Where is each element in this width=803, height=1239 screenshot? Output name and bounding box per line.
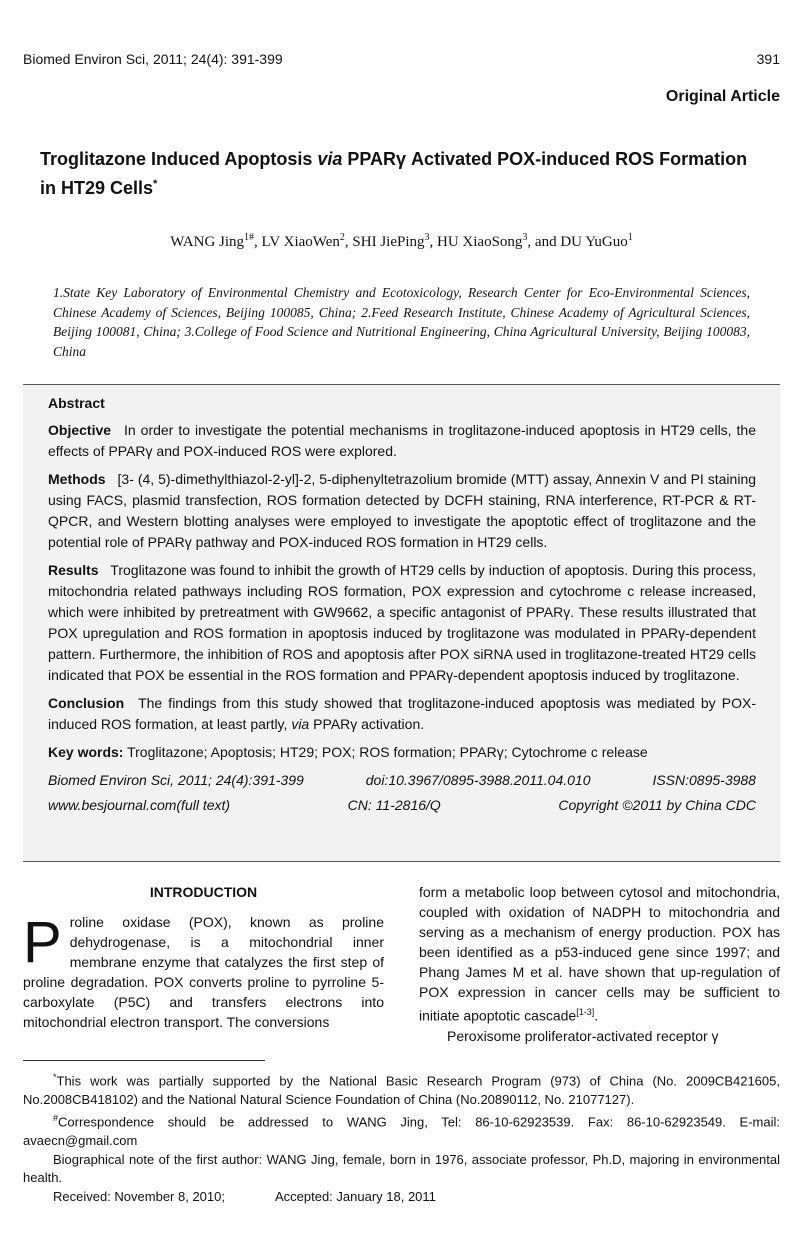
cn-number: CN: 11-2816/Q (347, 797, 441, 813)
author: LV XiaoWen$^2$, (261, 232, 353, 250)
methods-label: Methods (48, 471, 106, 487)
correspondence-footnote: #Correspondence should be addressed to WANG Jing, Tel: 86-10-62923539. Fax: 86-10-62923549. E-mail: avaecn@gmail.com (23, 1113, 780, 1149)
funding-footnote: *This work was partially supported by the National Basic Research Program (973) of China (No. 2009CB421605, No.2008CB418102) and the National Natural Science Foundation of China (No.20890112, No. 21077127). (23, 1072, 780, 1107)
author: SHI JiePing$^3$, (352, 232, 437, 250)
keywords: Key words: Troglitazone; Apoptosis; HT29; POX; ROS formation; PPARγ; Cytochrome c release (48, 744, 648, 760)
citation-row (48, 770, 756, 791)
copyright: Copyright ©2011 by China CDC (558, 797, 756, 813)
dates-row (23, 1188, 780, 1207)
introduction-heading: INTRODUCTION (149, 884, 258, 900)
publication-info-row (48, 795, 756, 816)
footnote-rule (23, 1060, 265, 1061)
objective-label: Objective (48, 422, 112, 438)
journal-website: www.besjournal.com(full text) (48, 797, 231, 813)
abstract-conclusion: Conclusion The findings from this study showed that troglitazone-induced apoptosis was mediated by POX-induced ROS formation, at least partly, via PPARγ activation. (48, 695, 756, 732)
keywords-label: Key words: (48, 744, 124, 760)
reference-marker: [1-3] (576, 1007, 595, 1017)
abstract-heading: Abstract (48, 395, 105, 411)
abstract-content (48, 393, 756, 816)
pparg-paragraph: Peroxisome proliferator-activated receptor γ (447, 1027, 719, 1044)
article-type: Original Article (665, 88, 780, 105)
results-label: Results (48, 562, 99, 578)
left-column (23, 882, 384, 1032)
journal-reference: Biomed Environ Sci, 2011; 24(4): 391-399 (23, 51, 283, 67)
received-date: Received: November 8, 2010; (53, 1188, 225, 1204)
issn: ISSN:0895-3988 (652, 772, 756, 788)
introduction-continued: form a metabolic loop between cytosol and mitochondria, coupled with oxidation of NADPH to mitochondria and serving as a mechanism of energy production. POX has been identified as a p53-induced gene since 1997; and Phang James M et al. have shown that up-regulation of POX expression in cancer cells may be sufficient to initiate apoptotic cascade[1-3]. (419, 884, 780, 1024)
title-part-3: PPARγ Activated POX-induced ROS Formation in HT29 Cells (40, 149, 748, 198)
abstract-box (23, 384, 780, 862)
page-number: 391 (756, 51, 780, 67)
footnotes (23, 1068, 780, 1206)
author: HU XiaoSong$^3$, and (437, 232, 561, 250)
title-footnote-mark: * (153, 178, 158, 190)
citation: Biomed Environ Sci, 2011; 24(4):391-399 (48, 772, 304, 788)
title-italic: via (317, 149, 343, 169)
doi: doi:10.3967/0895-3988.2011.04.010 (365, 772, 591, 788)
accepted-date: Accepted: January 18, 2011 (274, 1188, 436, 1204)
biographical-note: Biographical note of the first author: WANG Jing, female, born in 1976, associate professor, Ph.D, majoring in environmental health. (23, 1151, 780, 1186)
paper-title (40, 147, 760, 201)
conclusion-label: Conclusion (48, 695, 125, 711)
author-list (0, 232, 803, 251)
introduction-paragraph: Proline oxidase (POX), known as proline dehydrogenase, is a mitochondrial inner membrane enzyme that catalyzes the first step of proline degradation. POX converts proline to pyrroline 5-carboxylate (P5C) and transfers electrons into mitochondrial electron transport. The conversions (23, 910, 384, 1030)
abstract-results: Results Troglitazone was found to inhibit the growth of HT29 cells by induction of apoptosis. During this process, mitochondria related pathways including ROS formation, POX expression and cytochrome c release increased, which were inhibited by pretreatment with GW9662, a specific antagonist of PPARγ. These results illustrated that POX upregulation and ROS formation in apoptosis induced by troglitazone was modulated in PPARγ-dependent pattern. Furthermore, the inhibition of ROS and apoptosis after POX siRNA used in troglitazone-treated HT29 cells indicated that POX be essential in the ROS formation and PPARγ-dependent apoptosis induced by troglitazone. (48, 562, 757, 683)
author: WANG Jing$^{1\#}$, (170, 232, 262, 250)
author: DU YuGuo$^1$ (560, 232, 633, 250)
abstract-objective: Objective In order to investigate the potential mechanisms in troglitazone-induced apoptosis in HT29 cells, the effects of PPARγ and POX-induced ROS were explored. (48, 422, 757, 459)
affiliations: 1.State Key Laboratory of Environmental Chemistry and Ecotoxicology, Research Center for Eco-Environmental Sciences, Chinese Academy of Sciences, Beijing 100085, China; 2.Feed Research Institute, Chinese Academy of Agricultural Sciences, Beijing 100081, China; 3.College of Food Science and Nutritional Engineering, China Agricultural University, Beijing 100083, China (53, 285, 750, 359)
abstract-methods: Methods [3- (4, 5)-dimethylthiazol-2-yl]-2, 5-diphenyltetrazolium bromide (MTT) assay, Annexin V and PI staining using FACS, plasmid transfection, ROS formation detected by DCFH staining, RNA interference, RT-PCR & RT-QPCR, and Western blotting analyses were employed to investigate the apoptotic effect of troglitazone and the potential role of PPARγ pathway and POX-induced ROS formation in HT29 cells. (48, 471, 757, 550)
title-part-1: Troglitazone Induced Apoptosis (40, 149, 318, 169)
right-column (419, 882, 780, 1046)
drop-cap: P (23, 910, 62, 975)
